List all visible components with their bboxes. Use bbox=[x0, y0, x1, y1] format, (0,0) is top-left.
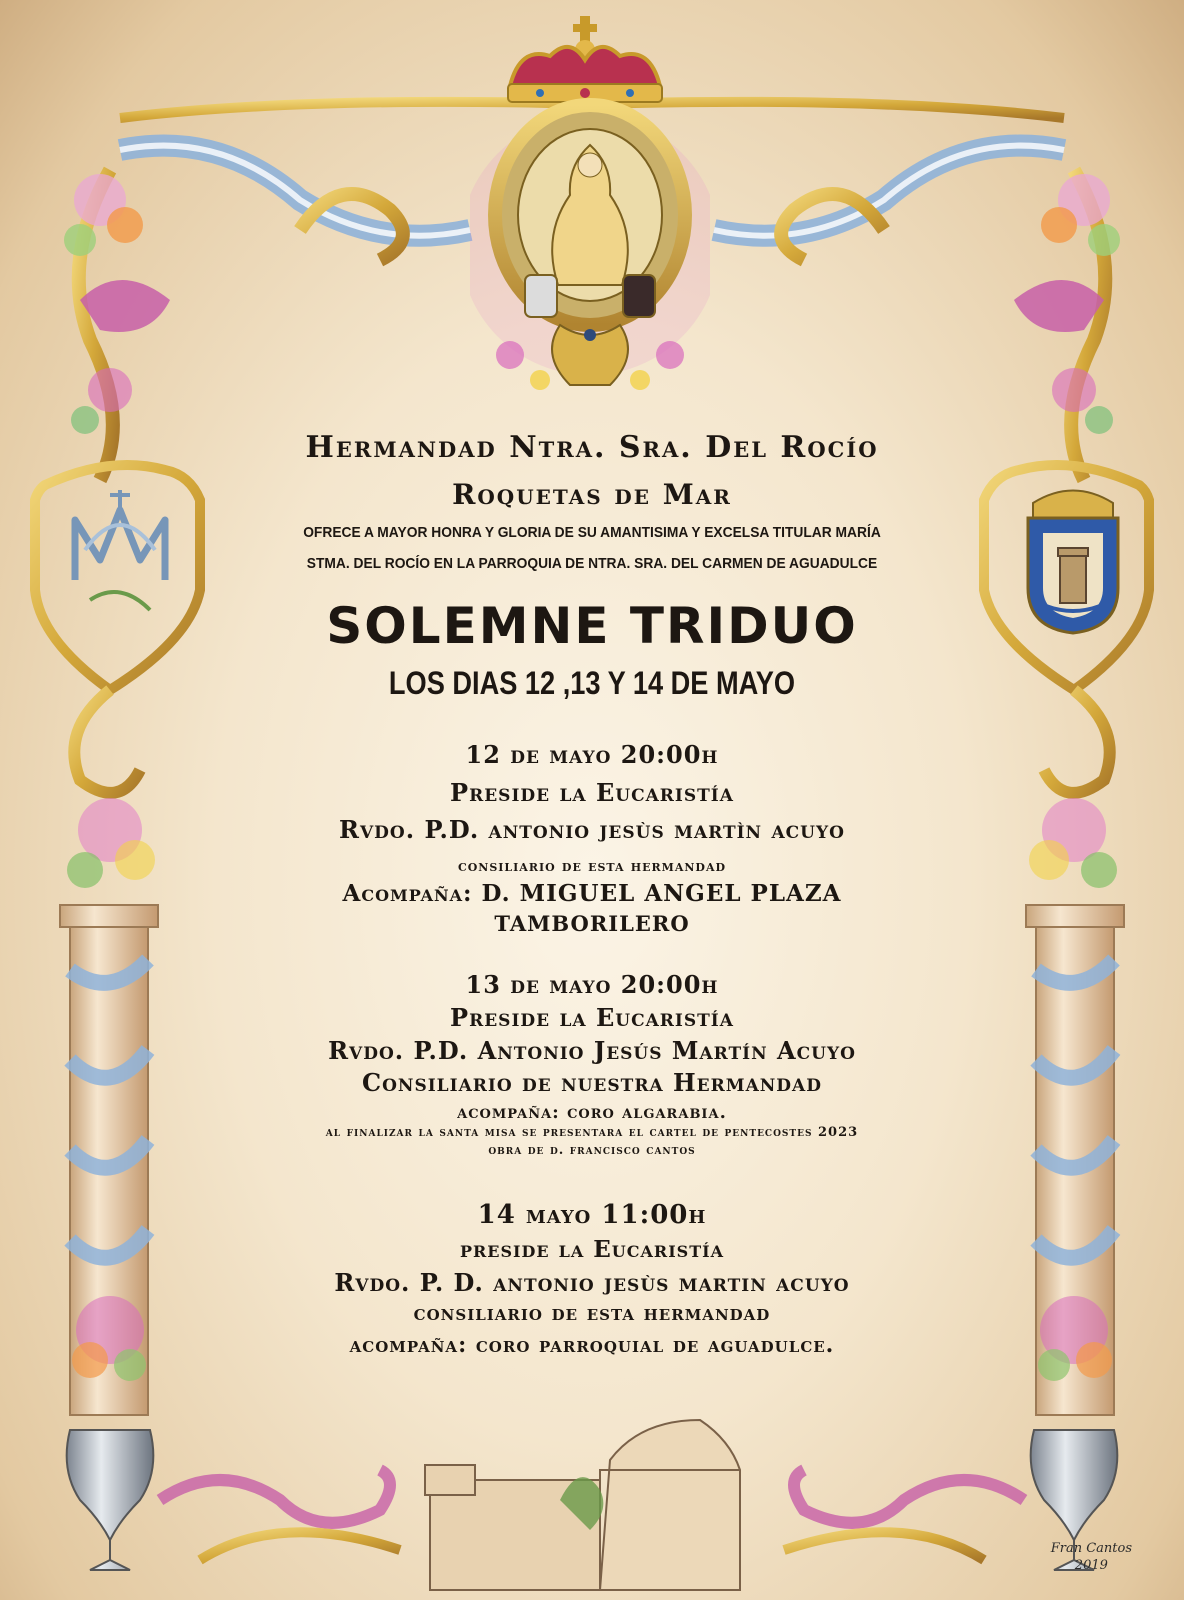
day1-priest: Rvdo. P.D. antonio jesùs martìn acuyo bbox=[339, 815, 845, 844]
day1-role: consiliario de esta hermandad bbox=[457, 857, 727, 875]
day3-accompanies: acompaña: coro parroquial de aguadulce. bbox=[349, 1332, 835, 1358]
signature-name: Fran Cantos bbox=[1050, 1541, 1132, 1556]
day2-priest: Rvdo. P.D. Antonio Jesús Martín Acuyo bbox=[328, 1036, 856, 1065]
offering-line-1: OFRECE A MAYOR HONRA Y GLORIA DE SU AMANTISIMA Y EXCELSA TITULAR MARÍA bbox=[303, 524, 881, 541]
artist-signature bbox=[1051, 1540, 1132, 1574]
day1-datetime: 12 de mayo 20:00h bbox=[465, 740, 719, 769]
signature-year: 2019 bbox=[1074, 1558, 1108, 1573]
day3-presides: preside la Eucaristía bbox=[459, 1236, 725, 1263]
virgin-medallion bbox=[470, 95, 710, 405]
day2-role: Consiliario de nuestra Hermandad bbox=[362, 1068, 822, 1097]
event-title: SOLEMNE TRIDUO bbox=[326, 597, 858, 655]
offering-line-2: STMA. DEL ROCÍO EN LA PARROQUIA DE NTRA. SRA. DEL CARMEN DE AGUADULCE bbox=[306, 555, 878, 572]
day1-accompanies: Acompaña: D. MIGUEL ANGEL PLAZA bbox=[342, 880, 842, 907]
day2-note-1: al finalizar la santa misa se presentara el cartel de pentecostes 2023 bbox=[325, 1125, 859, 1140]
day3-datetime: 14 mayo 11:00h bbox=[477, 1200, 707, 1230]
day2-presides: Preside la Eucaristía bbox=[450, 1003, 734, 1032]
brotherhood-name: Hermandad Ntra. Sra. Del Rocío bbox=[305, 430, 879, 465]
day2-datetime: 13 de mayo 20:00h bbox=[465, 970, 719, 999]
day1-accompanies-2: TAMBORILERO bbox=[494, 911, 690, 936]
day1-presides: Preside la Eucaristía bbox=[450, 778, 734, 807]
day3-priest: Rvdo. P. D. antonio jesùs martin acuyo bbox=[334, 1268, 850, 1297]
event-dates: LOS DIAS 12 ,13 Y 14 DE MAYO bbox=[388, 665, 796, 701]
day2-note-2: obra de d. francisco cantos bbox=[488, 1143, 696, 1158]
day3-role: consiliario de esta hermandad bbox=[413, 1300, 771, 1326]
day2-accompanies: acompaña: coro algarabia. bbox=[457, 1102, 727, 1123]
brotherhood-location: Roquetas de Mar bbox=[452, 478, 732, 511]
castle-illustration bbox=[425, 1420, 740, 1590]
